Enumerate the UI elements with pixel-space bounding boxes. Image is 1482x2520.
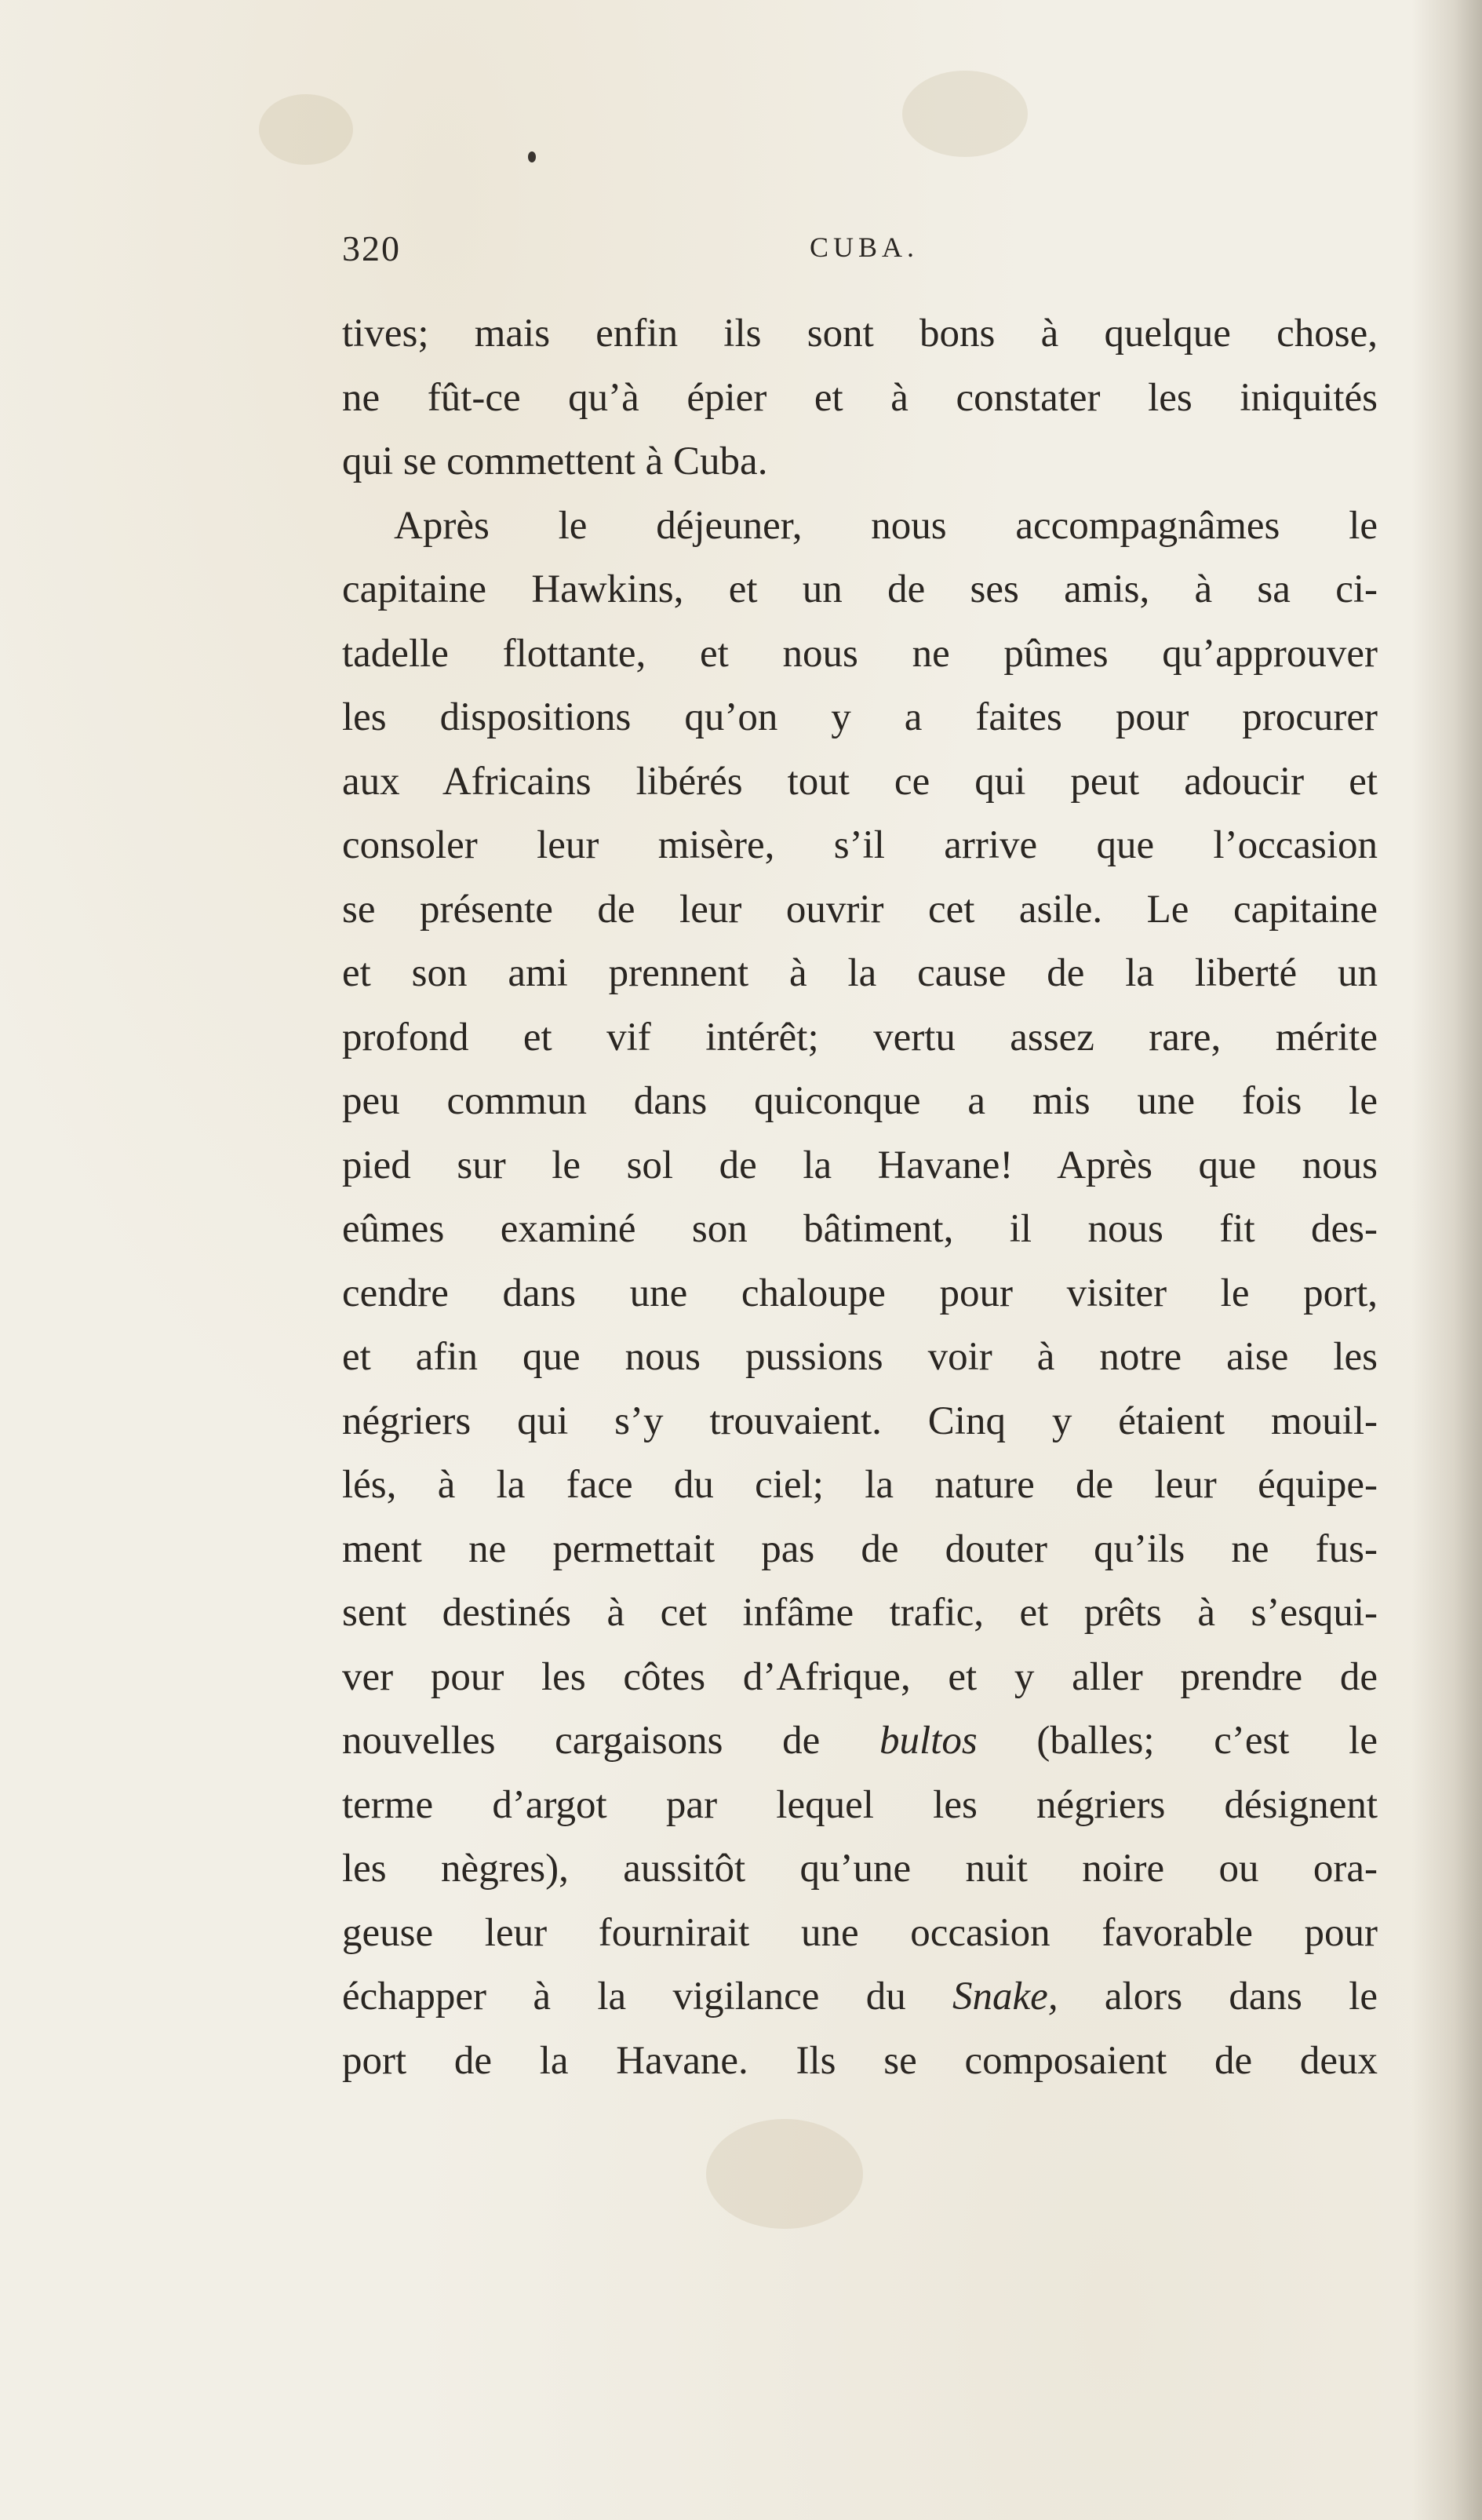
foxing-spot — [902, 71, 1028, 157]
page-number: 320 — [342, 228, 401, 268]
text-line: qui se commettent à Cuba. — [342, 439, 768, 483]
text-segment: nouvelles cargaisons de — [342, 1719, 880, 1763]
text-line: peu commun dans quiconque a mis une fois le — [342, 1079, 1378, 1123]
italic-ship-name: Snake, — [952, 1975, 1058, 2019]
text-line — [342, 1709, 1378, 1774]
foxing-spot — [706, 2119, 863, 2229]
text-line: pied sur le sol de la Havane! Après que nous — [342, 1143, 1378, 1187]
text-segment: (balles; c’est le — [977, 1719, 1378, 1763]
running-title: CUBA. — [810, 232, 919, 263]
text-segment: alors dans le — [1058, 1975, 1378, 2019]
text-line: terme d’argot par lequel les négriers désignent — [342, 1782, 1378, 1827]
text-line: négriers qui s’y trouvaient. Cinq y étaient mouil- — [342, 1399, 1378, 1443]
text-line: ver pour les côtes d’Afrique, et y aller prendre de — [342, 1654, 1378, 1699]
text-segment: échapper à la vigilance du — [342, 1975, 953, 2019]
text-line: tives; mais enfin ils sont bons à quelque chose, — [342, 312, 1378, 356]
text-line: tadelle flottante, et nous ne pûmes qu’approuver — [342, 631, 1378, 676]
text-line: geuse leur fournirait une occasion favorable pour — [342, 1910, 1378, 1955]
text-line: et afin que nous pussions voir à notre aise les — [342, 1335, 1378, 1379]
text-line: se présente de leur ouvrir cet asile. Le capitaine — [342, 887, 1378, 932]
text-line — [342, 1965, 1378, 2029]
text-line: eûmes examiné son bâtiment, il nous fit des- — [342, 1207, 1378, 1251]
text-line: capitaine Hawkins, et un de ses amis, à sa ci- — [342, 567, 1378, 611]
text-line: profond et vif intérêt; vertu assez rare, mérite — [342, 1015, 1378, 1059]
text-line: les dispositions qu’on y a faites pour procurer — [342, 695, 1378, 739]
text-line: aux Africains libérés tout ce qui peut adoucir et — [342, 759, 1378, 804]
text-line: les nègres), aussitôt qu’une nuit noire ou ora- — [342, 1847, 1378, 1891]
text-line: ne fût-ce qu’à épier et à constater les iniquités — [342, 375, 1378, 420]
text-line: et son ami prennent à la cause de la liberté un — [342, 951, 1378, 995]
body-text — [342, 302, 1378, 2093]
text-line: ment ne permettait pas de douter qu’ils ne fus- — [342, 1526, 1378, 1571]
text-line: Après le déjeuner, nous accompagnâmes le — [394, 503, 1378, 548]
text-line: lés, à la face du ciel; la nature de leur équipe- — [342, 1463, 1378, 1507]
text-line: consoler leur misère, s’il arrive que l’occasion — [342, 823, 1378, 867]
page-gutter-shadow — [1411, 0, 1482, 2520]
italic-term: bultos — [879, 1719, 978, 1763]
text-line: cendre dans une chaloupe pour visiter le port, — [342, 1271, 1378, 1315]
text-line: port de la Havane. Ils se composaient de deux — [342, 2038, 1378, 2083]
foxing-spot — [259, 94, 353, 165]
page-header — [342, 228, 1378, 275]
text-line: sent destinés à cet infâme trafic, et prêts à s’esqui- — [342, 1591, 1378, 1635]
ink-mark — [528, 151, 536, 162]
